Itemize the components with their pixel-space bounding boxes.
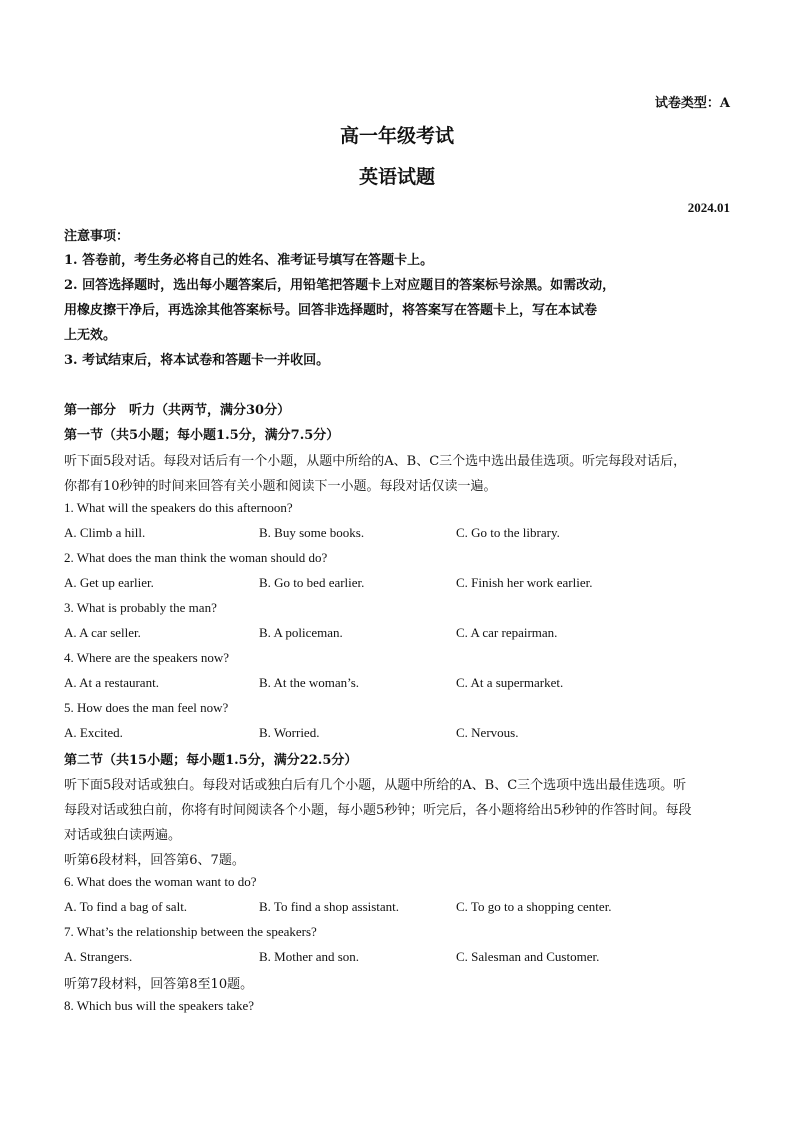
q6-option-b: B. To find a shop assistant. bbox=[259, 899, 400, 914]
question-6: 6. What does the woman want to do? bbox=[64, 874, 257, 889]
q1-option-a: A. Climb a hill. bbox=[64, 525, 146, 540]
q4-option-a: A. At a restaurant. bbox=[64, 675, 159, 690]
q7-option-c: C. Salesman and Customer. bbox=[456, 949, 600, 964]
notice-heading: 注意事项： bbox=[64, 229, 130, 244]
section1-instruction-line-1: 听下面5段对话。每段对话后有一个小题，从题中所给的A、B、C三个选中选出最佳选项。听完每段对话后， bbox=[64, 454, 687, 469]
q1-option-c: C. Go to the library. bbox=[456, 525, 560, 540]
q6-option-a: A. To find a bag of salt. bbox=[64, 899, 188, 914]
question-5: 5. How does the man feel now? bbox=[64, 700, 229, 715]
notice-item-2-line-3: 上无效。 bbox=[64, 328, 117, 343]
section1-instruction-line-2: 你都有10秒钟的时间来回答有关小题和阅读下一小题。每段对话仅读一遍。 bbox=[64, 479, 497, 494]
q3-option-b: B. A policeman. bbox=[259, 625, 343, 640]
question-1: 1. What will the speakers do this afternoon? bbox=[64, 500, 293, 515]
q2-option-b: B. Go to bed earlier. bbox=[259, 575, 365, 590]
notice-item-3: 3. 考试结束后，将本试卷和答题卡一并收回。 bbox=[64, 353, 330, 368]
notice-item-2-line-1: 2. 回答选择题时，选出每小题答案后，用铅笔把答题卡上对应题目的答案标号涂黑。如需改动， bbox=[64, 278, 616, 293]
section2-heading: 第二节（共15小题；每小题1.5分，满分22.5分） bbox=[64, 753, 358, 768]
q5-option-c: C. Nervous. bbox=[456, 725, 519, 740]
question-4: 4. Where are the speakers now? bbox=[64, 650, 230, 665]
paper-type: 试卷类型：A bbox=[654, 96, 730, 111]
notice-item-2-line-2: 用橡皮擦干净后，再选涂其他答案标号。回答非选择题时，将答案写在答题卡上，写在本试卷 bbox=[64, 303, 598, 318]
question-2: 2. What does the man think the woman should do? bbox=[64, 550, 328, 565]
q7-option-a: A. Strangers. bbox=[64, 949, 133, 964]
q5-option-a: A. Excited. bbox=[64, 725, 123, 740]
question-7: 7. What’s the relationship between the speakers? bbox=[64, 924, 317, 939]
section2-instruction-line-3: 对话或独白读两遍。 bbox=[64, 828, 182, 843]
q2-option-a: A. Get up earlier. bbox=[64, 575, 154, 590]
question-8: 8. Which bus will the speakers take? bbox=[64, 998, 255, 1013]
q4-option-c: C. At a supermarket. bbox=[456, 675, 564, 690]
q3-option-c: C. A car repairman. bbox=[456, 625, 558, 640]
section2-instruction-line-1: 听下面5段对话或独白。每段对话或独白后有几个小题，从题中所给的A、B、C三个选项中选出最佳选项。听 bbox=[64, 778, 687, 793]
section1-heading: 第一节（共5小题；每小题1.5分，满分7.5分） bbox=[64, 428, 340, 443]
q3-option-a: A. A car seller. bbox=[64, 625, 141, 640]
question-3: 3. What is probably the man? bbox=[64, 600, 217, 615]
q5-option-b: B. Worried. bbox=[259, 725, 320, 740]
notice-item-1: 1. 答卷前，考生务必将自己的姓名、准考证号填写在答题卡上。 bbox=[64, 253, 434, 268]
q6-option-c: C. To go to a shopping center. bbox=[456, 899, 612, 914]
exam-title: 高一年级考试 bbox=[339, 125, 454, 147]
exam-date: 2024.01 bbox=[687, 200, 730, 215]
section2-instruction-line-2: 每段对话或独白前，你将有时间阅读各个小题，每小题5秒钟；听完后，各小题将给出5秒钟的作答时间。每段 bbox=[64, 803, 692, 818]
q7-option-b: B. Mother and son. bbox=[259, 949, 360, 964]
exam-subtitle: 英语试题 bbox=[358, 166, 435, 188]
q2-option-c: C. Finish her work earlier. bbox=[456, 575, 593, 590]
material-6-note: 听第6段材料，回答第6、7题。 bbox=[64, 853, 245, 868]
material-7-note: 听第7段材料，回答第8至10题。 bbox=[64, 977, 254, 992]
q1-option-b: B. Buy some books. bbox=[259, 525, 365, 540]
part1-heading: 第一部分 听力（共两节，满分30分） bbox=[64, 403, 291, 418]
q4-option-b: B. At the woman’s. bbox=[259, 675, 360, 690]
